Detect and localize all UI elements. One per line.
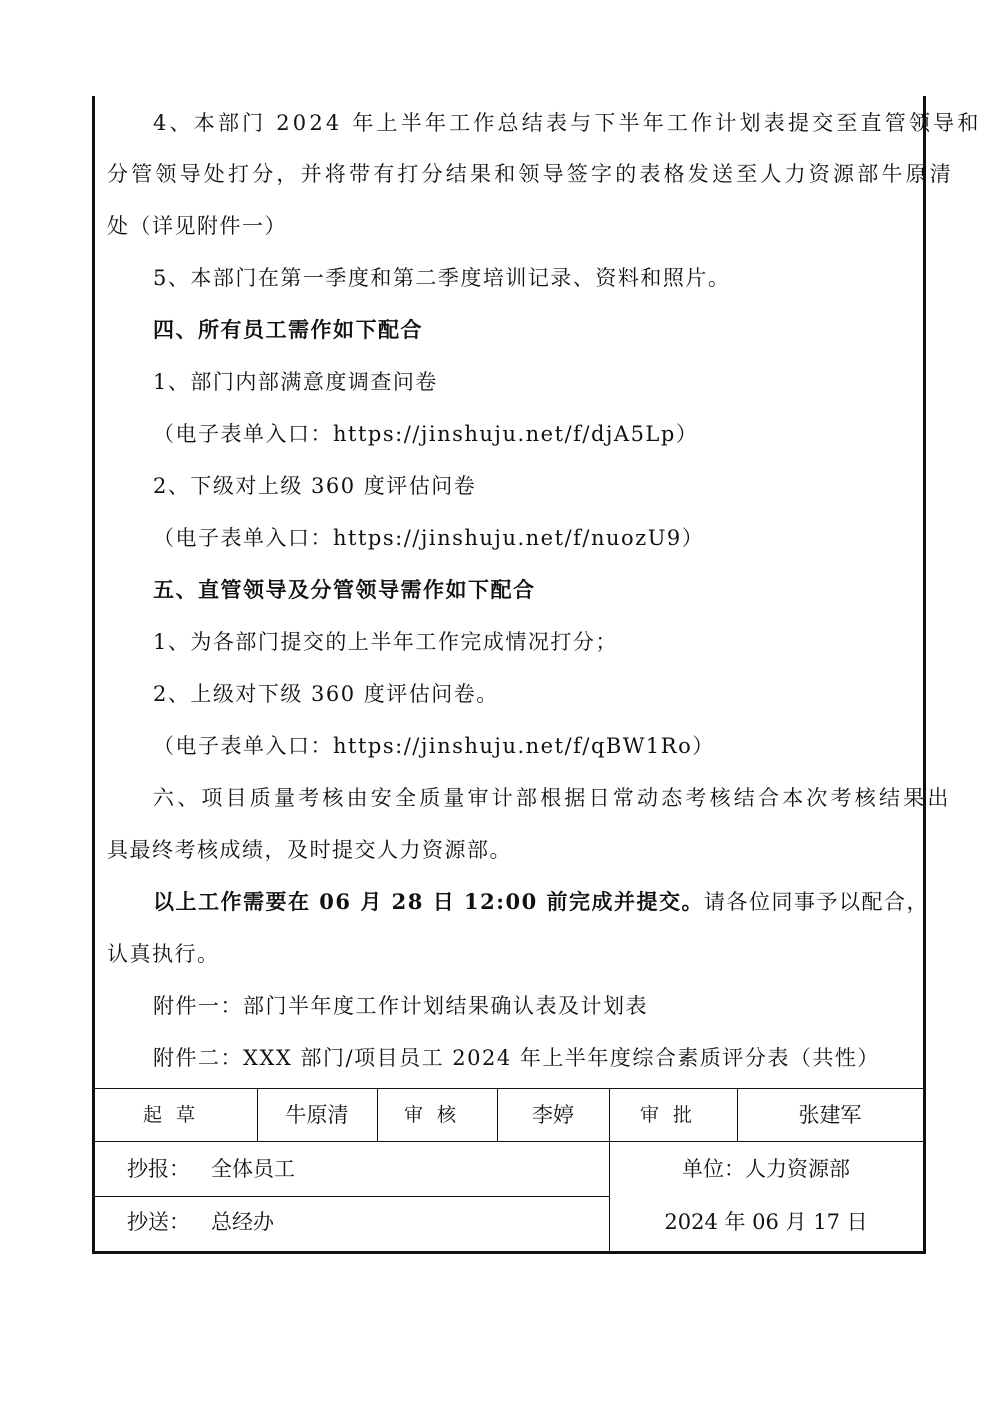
section-6-line-1: 六、项目质量考核由安全质量审计部根据日常动态考核结合本次考核结果出 bbox=[153, 786, 952, 810]
attachment-1: 附件一：部门半年度工作计划结果确认表及计划表 bbox=[153, 994, 648, 1018]
approve-value: 张建军 bbox=[798, 1103, 862, 1127]
item-4-line-2: 分管领导处打分，并将带有打分结果和领导签字的表格发送至人力资源部牛原清 bbox=[107, 162, 954, 186]
item-4-line-3: 处（详见附件一） bbox=[107, 214, 287, 238]
table-top-border bbox=[95, 1088, 923, 1089]
closing-deadline: 以上工作需要在 06 月 28 日 12:00 前完成并提交。 bbox=[153, 889, 705, 914]
section-4-item-1: 1、部门内部满意度调查问卷 bbox=[153, 370, 438, 394]
section-6-line-2: 具最终考核成绩，及时提交人力资源部。 bbox=[107, 838, 512, 862]
review-label: 审核 bbox=[403, 1104, 470, 1126]
attachment-2: 附件二：XXX 部门/项目员工 2024 年上半年度综合素质评分表（共性） bbox=[153, 1046, 880, 1070]
section-4-title: 四、所有员工需作如下配合 bbox=[153, 317, 423, 342]
document-frame bbox=[92, 96, 982, 1254]
cc-report-label: 抄报： bbox=[127, 1157, 190, 1181]
signature-table bbox=[95, 1088, 923, 1251]
table-cc-divider bbox=[95, 1196, 609, 1197]
closing-request: 请各位同事予以配合， bbox=[704, 890, 930, 914]
issue-date: 2024 年 06 月 17 日 bbox=[664, 1210, 868, 1234]
item-5: 5、本部门在第一季度和第二季度培训记录、资料和照片。 bbox=[153, 266, 731, 290]
section-4-item-2-link[interactable]: （电子表单入口：https://jinshuju.net/f/nuozU9） bbox=[153, 526, 705, 550]
cc-send-label: 抄送： bbox=[127, 1210, 190, 1234]
section-5-item-2: 2、上级对下级 360 度评估问卷。 bbox=[153, 682, 499, 706]
document-body bbox=[95, 96, 982, 1088]
closing-line-1 bbox=[153, 887, 929, 917]
section-5-title: 五、直管领导及分管领导需作如下配合 bbox=[153, 577, 536, 602]
issuing-unit: 单位：人力资源部 bbox=[682, 1157, 850, 1181]
table-row-divider bbox=[95, 1141, 923, 1142]
section-4-item-1-link[interactable]: （电子表单入口：https://jinshuju.net/f/djA5Lp） bbox=[153, 422, 699, 446]
cc-report-value: 全体员工 bbox=[211, 1157, 295, 1181]
approve-label: 审批 bbox=[639, 1104, 706, 1126]
cc-send-value: 总经办 bbox=[211, 1210, 274, 1234]
draft-value: 牛原清 bbox=[285, 1103, 349, 1127]
section-5-item-2-link[interactable]: （电子表单入口：https://jinshuju.net/f/qBW1Ro） bbox=[153, 734, 715, 758]
draft-label: 起草 bbox=[142, 1104, 209, 1126]
closing-line-2: 认真执行。 bbox=[107, 942, 220, 966]
review-value: 李婷 bbox=[532, 1103, 574, 1127]
item-4-line-1: 4、本部门 2024 年上半年工作总结表与下半年工作计划表提交至直管领导和 bbox=[153, 111, 982, 135]
section-5-item-1: 1、为各部门提交的上半年工作完成情况打分； bbox=[153, 630, 618, 654]
section-4-item-2: 2、下级对上级 360 度评估问卷 bbox=[153, 474, 477, 498]
